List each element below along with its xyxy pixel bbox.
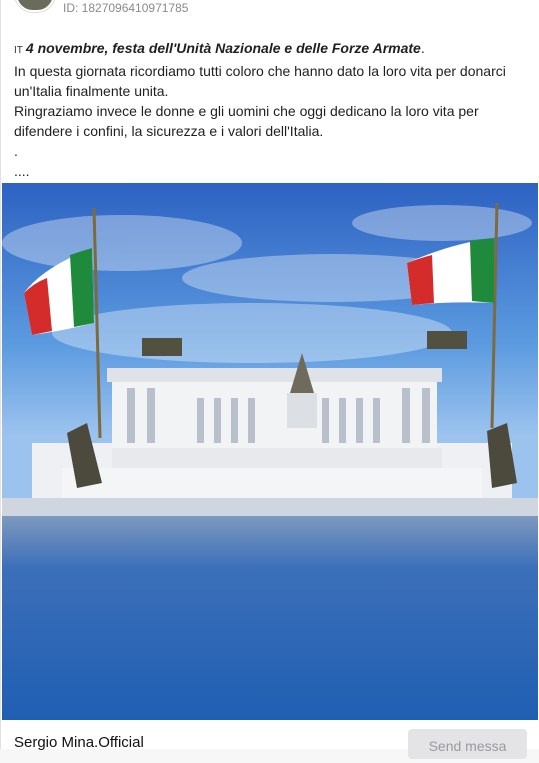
ground (2, 503, 538, 720)
post-line-4: .... (14, 163, 30, 179)
post-line-2: Ringraziamo invece le donne e gli uomini che oggi dedicano la loro vita per difendere i confini, la sicurezza e i valori dell'Italia. (14, 103, 479, 139)
post-headline (14, 38, 529, 61)
headline-text: 4 novembre, festa dell'Unità Nazionale e delle Forze Armate (25, 40, 421, 56)
author-name[interactable]: Sergio Mina.Official (14, 734, 144, 751)
post-id: ID: 1827096410971785 (63, 1, 189, 15)
monument-illustration (2, 183, 538, 720)
author-avatar[interactable] (15, 0, 55, 12)
post-line-3: . (14, 143, 18, 159)
language-tag: IT (14, 45, 23, 56)
headline-end: . (420, 40, 425, 56)
post-image[interactable] (2, 183, 538, 720)
send-message-button[interactable]: Send messa (408, 729, 527, 759)
post-line-1: In questa giornata ricordiamo tutti coloro che hanno dato la loro vita per donarci un'Italia finalmente unita. (14, 63, 506, 99)
post-body (14, 38, 529, 181)
